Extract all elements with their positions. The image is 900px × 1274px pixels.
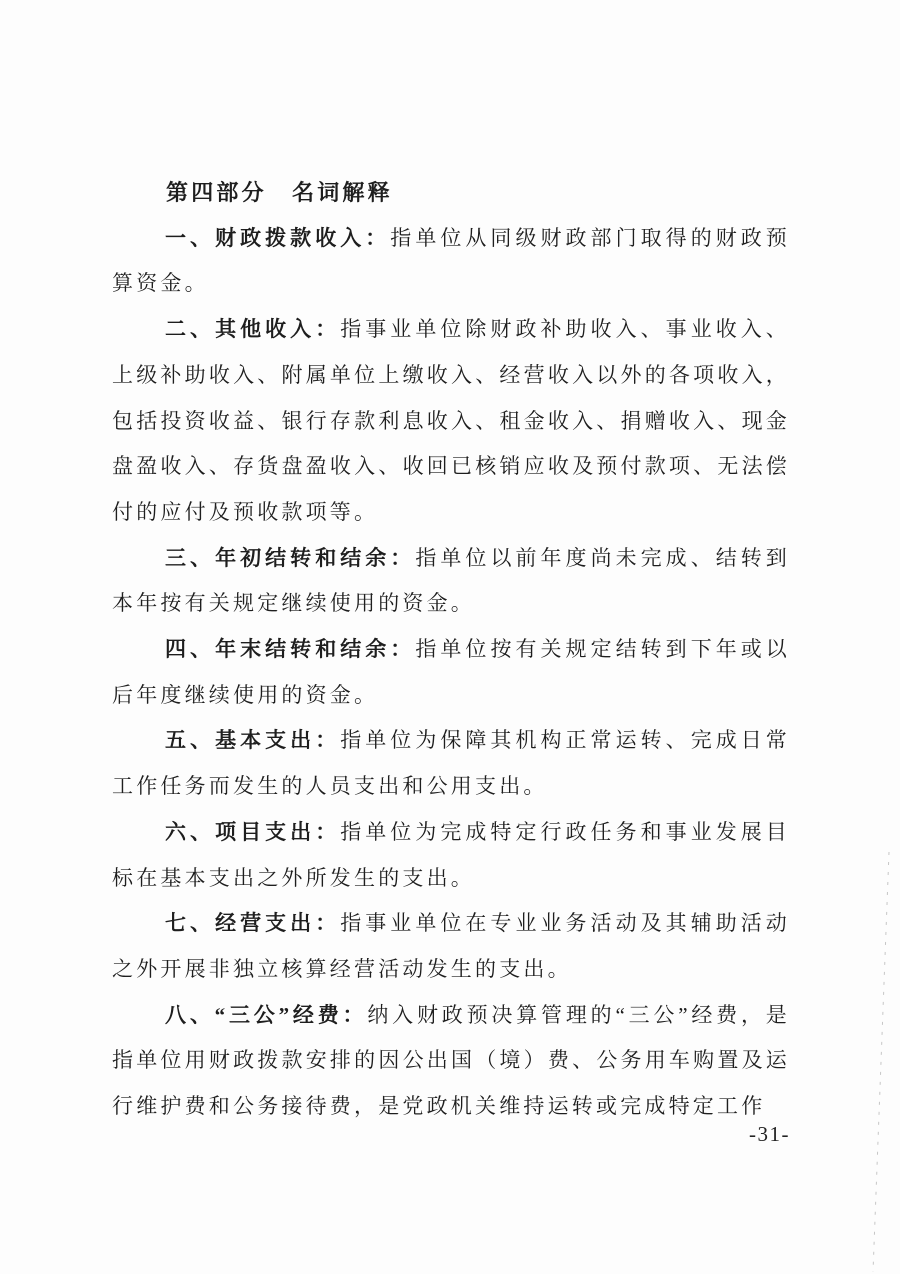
term-definition: 指单位以前年度尚未完成、结转到本年按有关规定继续使用的资金。: [112, 545, 791, 616]
term-label: 五、基本支出：: [165, 728, 341, 753]
term-label: 六、项目支出：: [165, 819, 341, 844]
definition-paragraph: [112, 216, 790, 307]
term-definition: 指单位为保障其机构正常运转、完成日常工作任务而发生的人员支出和公用支出。: [112, 728, 790, 799]
term-definition: 指事业单位在专业业务活动及其辅助活动之外开展非独立核算经营活动发生的支出。: [112, 911, 790, 981]
term-definition: 指单位为完成特定行政任务和事业发展目标在基本支出之外所发生的支出。: [112, 819, 790, 890]
term-label: 一、财政拨款收入：: [165, 225, 391, 250]
term-label: 三、年初结转和结余：: [165, 545, 416, 570]
definition-paragraph: [112, 627, 790, 718]
term-definition: 指事业单位除财政补助收入、事业收入、上级补助收入、附属单位上缴收入、经营收入以外的各项收入，包括投资收益、银行存款利息收入、租金收入、捐赠收入、现金盘盈收入、存货盘盈收入、收回已核销应收及预付款项、无法偿付的应付及预收款项等。: [112, 317, 790, 524]
term-definition: 指单位从同级财政部门取得的财政预算资金。: [112, 225, 790, 296]
definition-paragraph: [112, 810, 790, 901]
definition-paragraph: [112, 536, 790, 627]
term-definition: 纳入财政预决算管理的“三公”经费，是指单位用财政拨款安排的因公出国（境）费、公务用车购置及运行维护费和公务接待费，是党政机关维持运转或完成特定工作: [112, 1002, 790, 1119]
page-title: 第四部分 名词解释: [166, 180, 393, 205]
term-label: 二、其他收入：: [165, 317, 341, 342]
term-label: 四、年末结转和结余：: [165, 637, 416, 662]
definition-paragraph: [112, 993, 790, 1130]
term-label: 八、“三公”经费：: [165, 1002, 368, 1027]
term-label: 七、经营支出：: [165, 911, 341, 936]
page-number: -31-: [749, 1122, 790, 1146]
document-body: [112, 170, 790, 1130]
definition-paragraph: [112, 718, 790, 809]
definition-paragraph: [112, 901, 790, 992]
term-definition: 指单位按有关规定结转到下年或以后年度继续使用的资金。: [112, 637, 791, 707]
definition-paragraph: [112, 307, 790, 536]
